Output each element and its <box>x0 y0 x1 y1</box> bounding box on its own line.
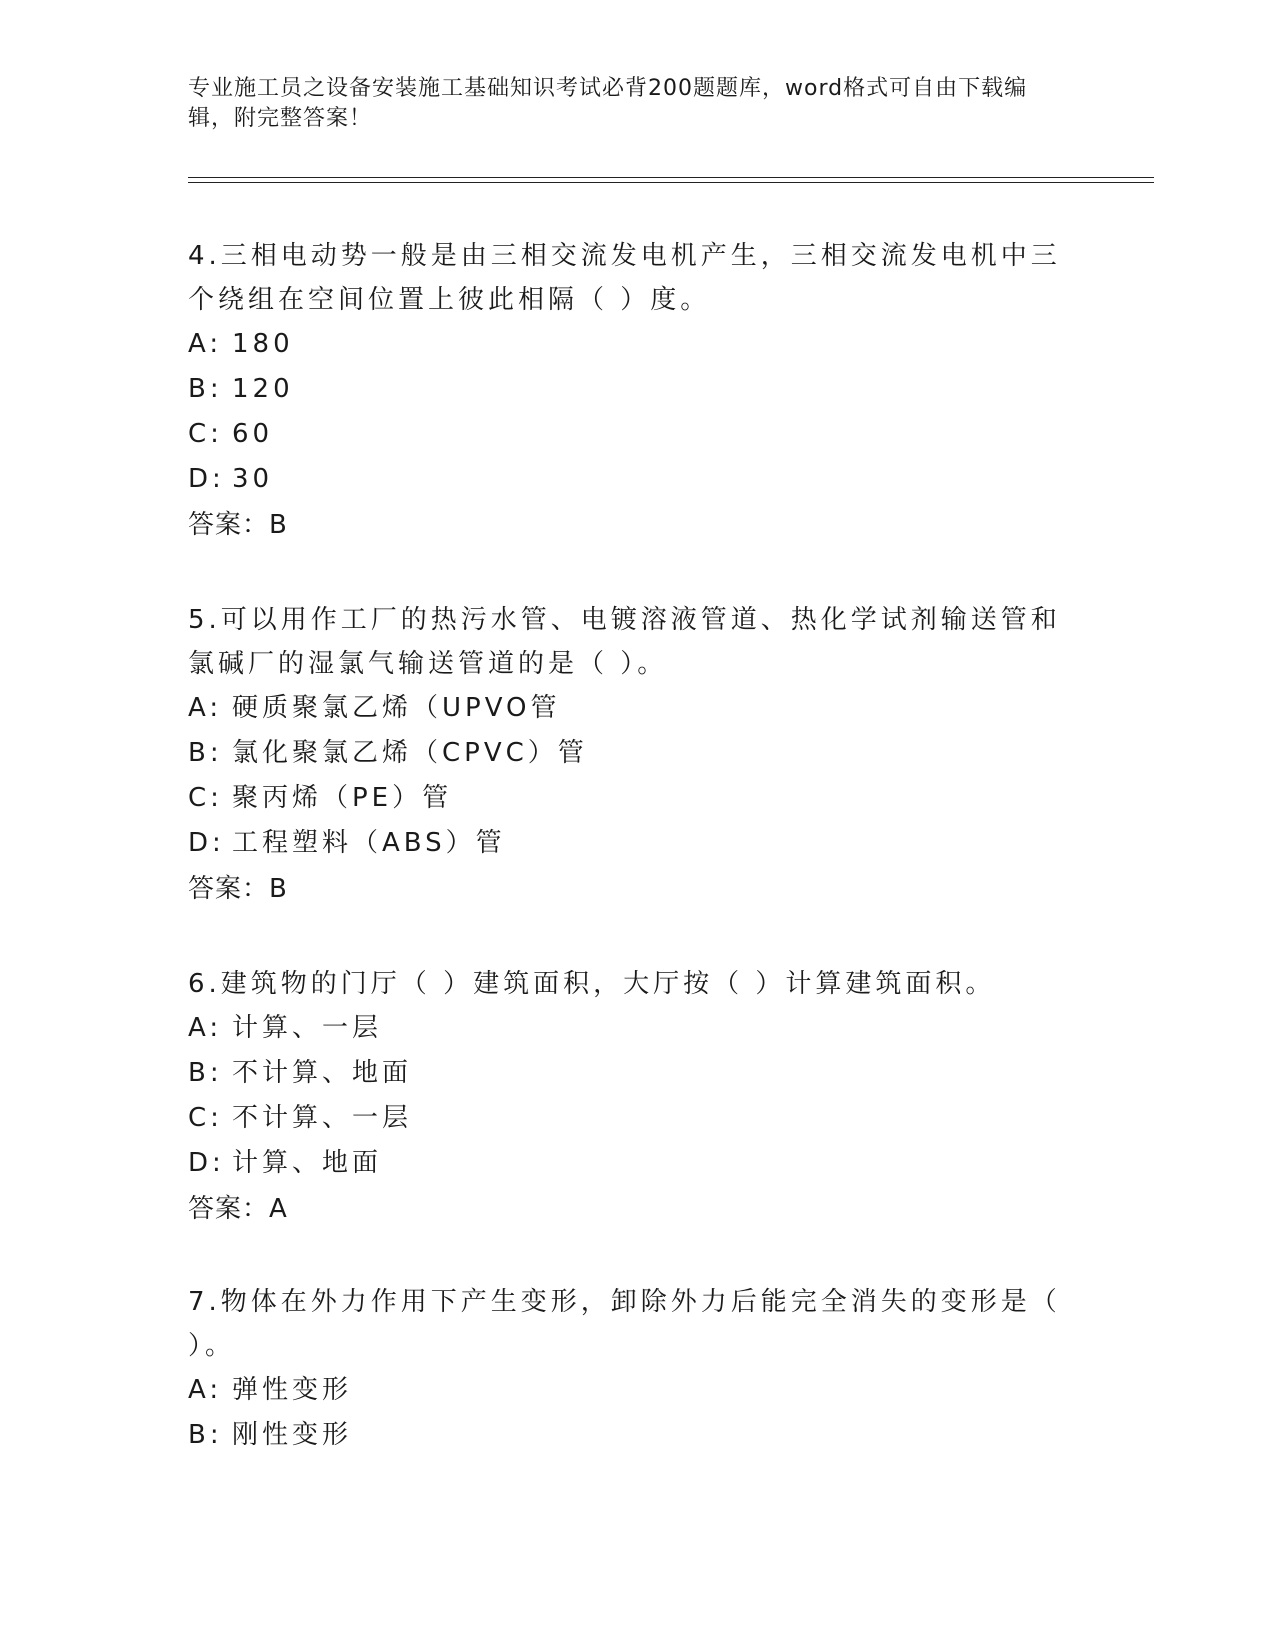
option-a <box>188 322 1068 367</box>
option-text: 60 <box>232 419 274 449</box>
option-label: A: <box>188 1375 223 1405</box>
option-b <box>188 1051 1068 1096</box>
question-6 <box>188 962 1068 1232</box>
option-b <box>188 731 1068 776</box>
option-label: C: <box>188 1103 223 1133</box>
question-4 <box>188 234 1068 548</box>
answer: 答案：A <box>188 1194 288 1224</box>
option-d <box>188 1141 1068 1186</box>
option-text: 30 <box>232 464 274 494</box>
option-label: B: <box>188 1058 223 1088</box>
question-stem: 7.物体在外力作用下产生变形，卸除外力后能完全消失的变形是（ ）。 <box>188 1287 1061 1361</box>
option-d <box>188 457 1068 502</box>
option-text: 180 <box>232 329 294 359</box>
option-text: 弹性变形 <box>232 1375 353 1405</box>
question-5 <box>188 598 1068 912</box>
option-c <box>188 412 1068 457</box>
option-a <box>188 1006 1068 1051</box>
option-text: 聚丙烯（PE）管 <box>232 783 453 813</box>
option-a <box>188 1368 1068 1413</box>
option-b <box>188 367 1068 412</box>
answer: 答案：B <box>188 874 288 904</box>
option-c <box>188 1096 1068 1141</box>
option-b <box>188 1413 1068 1458</box>
option-text: 120 <box>232 374 294 404</box>
option-text: 计算、一层 <box>232 1013 383 1043</box>
option-label: B: <box>188 1420 223 1450</box>
option-label: B: <box>188 374 223 404</box>
question-stem: 4.三相电动势一般是由三相交流发电机产生，三相交流发电机中三个绕组在空间位置上彼此相隔（ ）度。 <box>188 241 1061 315</box>
option-text: 不计算、一层 <box>232 1103 413 1133</box>
option-text: 工程塑料（ABS）管 <box>232 828 506 858</box>
answer: 答案：B <box>188 510 288 540</box>
option-text: 氯化聚氯乙烯（CPVC）管 <box>232 738 588 768</box>
header-divider-bottom <box>188 182 1154 183</box>
option-label: D: <box>188 1148 225 1178</box>
question-7 <box>188 1280 1068 1458</box>
option-label: A: <box>188 329 223 359</box>
option-a <box>188 686 1068 731</box>
document-header: 专业施工员之设备安装施工基础知识考试必背200题题库，word格式可自由下载编辑，附完整答案！ <box>188 76 1028 131</box>
option-label: B: <box>188 738 223 768</box>
option-label: A: <box>188 1013 223 1043</box>
option-label: A: <box>188 693 223 723</box>
question-stem: 5.可以用作工厂的热污水管、电镀溶液管道、热化学试剂输送管和氯碱厂的湿氯气输送管道的是（ ）。 <box>188 605 1061 679</box>
option-label: C: <box>188 783 223 813</box>
option-text: 不计算、地面 <box>232 1058 413 1088</box>
option-c <box>188 776 1068 821</box>
option-text: 刚性变形 <box>232 1420 353 1450</box>
option-label: D: <box>188 464 225 494</box>
question-stem: 6.建筑物的门厅（ ）建筑面积，大厅按（ ）计算建筑面积。 <box>188 969 996 999</box>
option-label: D: <box>188 828 225 858</box>
option-text: 计算、地面 <box>232 1148 383 1178</box>
option-text: 硬质聚氯乙烯（UPVO管 <box>232 693 561 723</box>
option-d <box>188 821 1068 866</box>
option-label: C: <box>188 419 223 449</box>
header-divider-top <box>188 177 1154 178</box>
